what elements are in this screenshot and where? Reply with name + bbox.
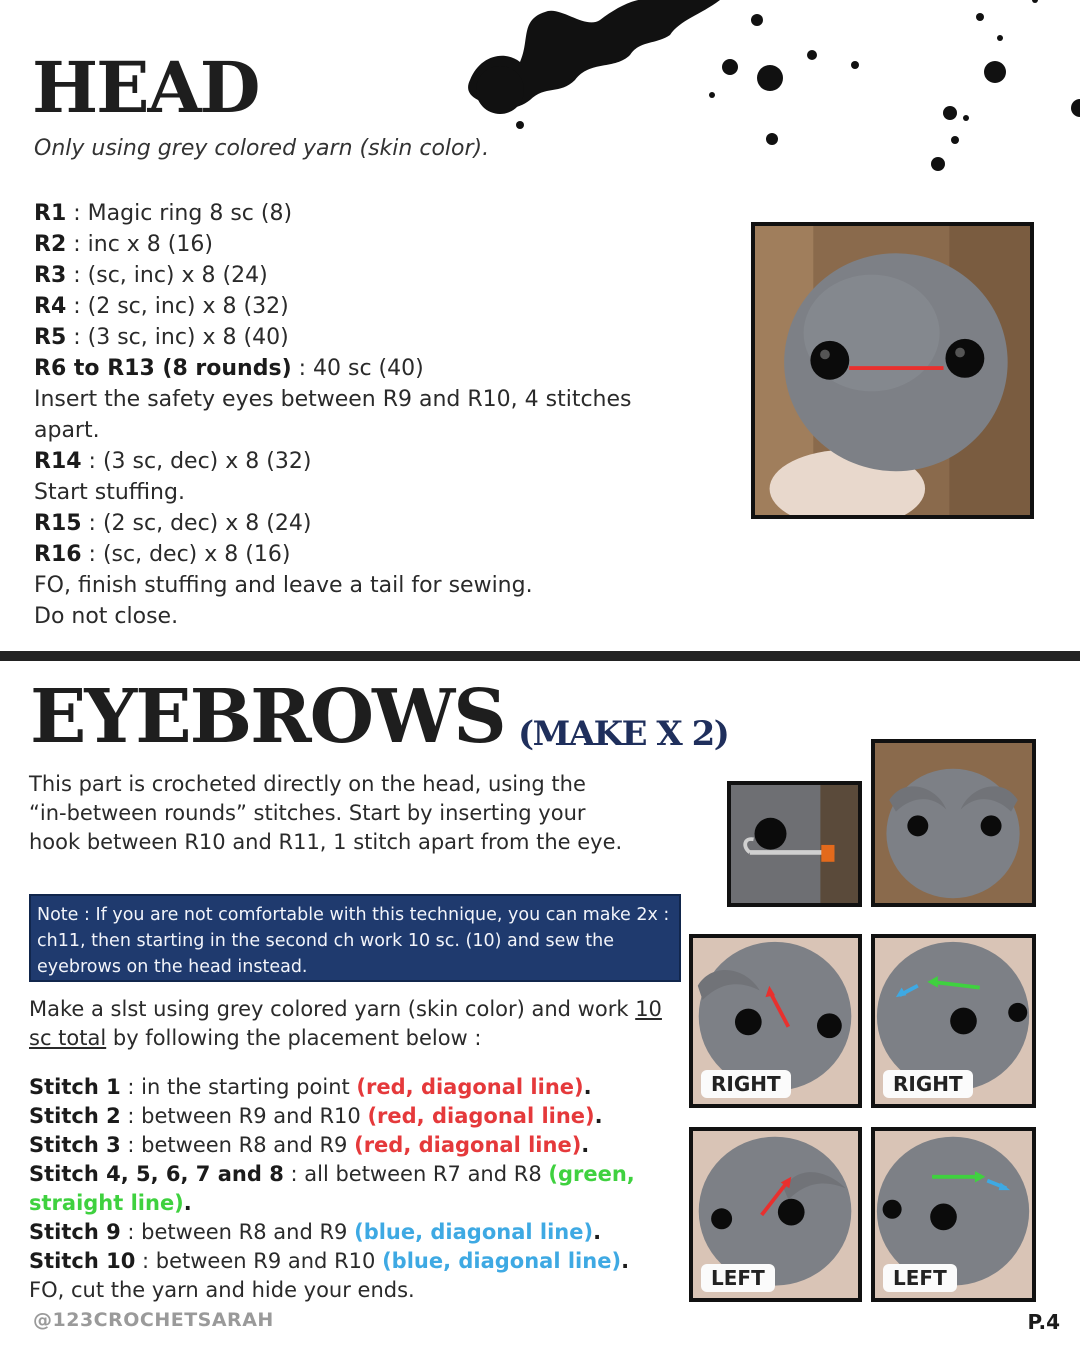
make-quantity: (MAKE X 2) (518, 714, 729, 754)
section-divider (0, 651, 1080, 661)
slst-instruction: Make a slst using grey colored yarn (skin color) and work 10 sc total by following the placement below : (29, 997, 662, 1050)
stitch-list (29, 1073, 679, 1305)
stitch-line: Stitch 4, 5, 6, 7 and 8 : all between R7 and R8 (green, straight line). (29, 1162, 635, 1215)
round-line: R2 : inc x 8 (16) (34, 232, 213, 257)
round-line: Insert the safety eyes between R9 and R10, 4 stitches apart. (34, 387, 632, 443)
round-line: R5 : (3 sc, inc) x 8 (40) (34, 325, 289, 350)
photo-label: LEFT (883, 1264, 957, 1292)
head-rounds-list (34, 198, 684, 632)
round-line: R1 : Magic ring 8 sc (8) (34, 201, 293, 226)
photo-label: RIGHT (883, 1070, 973, 1098)
right-eyebrow-start-photo (689, 934, 862, 1108)
head-photo (751, 222, 1034, 519)
round-line: R15 : (2 sc, dec) x 8 (24) (34, 511, 312, 536)
section-title-eyebrows: EYEBROWS (30, 674, 505, 760)
stitch-line: Stitch 10 : between R9 and R10 (blue, diagonal line). (29, 1249, 630, 1273)
round-line: R16 : (sc, dec) x 8 (16) (34, 542, 291, 567)
right-eyebrow-arrows-photo (871, 934, 1036, 1108)
round-line: Start stuffing. (34, 480, 185, 505)
page-number: P.4 (1027, 1310, 1060, 1334)
round-line: R6 to R13 (8 rounds) : 40 sc (40) (34, 356, 424, 381)
stitch-line: Stitch 1 : in the starting point (red, diagonal line). (29, 1075, 592, 1099)
closing-line: FO, cut the yarn and hide your ends. (29, 1278, 415, 1302)
stitch-line: Stitch 2 : between R9 and R10 (red, diagonal line). (29, 1104, 603, 1128)
round-line: R14 : (3 sc, dec) x 8 (32) (34, 449, 312, 474)
photo-label: LEFT (701, 1264, 775, 1292)
round-line: R3 : (sc, inc) x 8 (24) (34, 263, 268, 288)
left-eyebrow-arrows-photo (871, 1127, 1036, 1302)
round-line: FO, finish stuffing and leave a tail for sewing. (34, 573, 533, 598)
eyebrows-intro: This part is crocheted directly on the head, using the “in-between rounds” stitches. Start by inserting your hook between R10 and R11, 1 stitch apart from the eye. (29, 772, 623, 854)
round-line: R4 : (2 sc, inc) x 8 (32) (34, 294, 289, 319)
hook-insert-photo (727, 781, 862, 907)
stitch-line: Stitch 3 : between R8 and R9 (red, diagonal line). (29, 1133, 590, 1157)
photo-label: RIGHT (701, 1070, 791, 1098)
round-line: Do not close. (34, 604, 179, 629)
left-eyebrow-start-photo (689, 1127, 862, 1302)
author-handle: @123CROCHETSARAH (33, 1309, 274, 1331)
head-subtitle: Only using grey colored yarn (skin color). (34, 136, 490, 161)
section-title-head: HEAD (32, 46, 259, 129)
eyebrows-finished-photo (871, 739, 1036, 907)
note-box: Note : If you are not comfortable with this technique, you can make 2x : ch11, then starting in the second ch work 10 sc. (10) and sew the eyebrows on the head instead. (29, 894, 681, 982)
stitch-line: Stitch 9 : between R8 and R9 (blue, diagonal line). (29, 1220, 602, 1244)
